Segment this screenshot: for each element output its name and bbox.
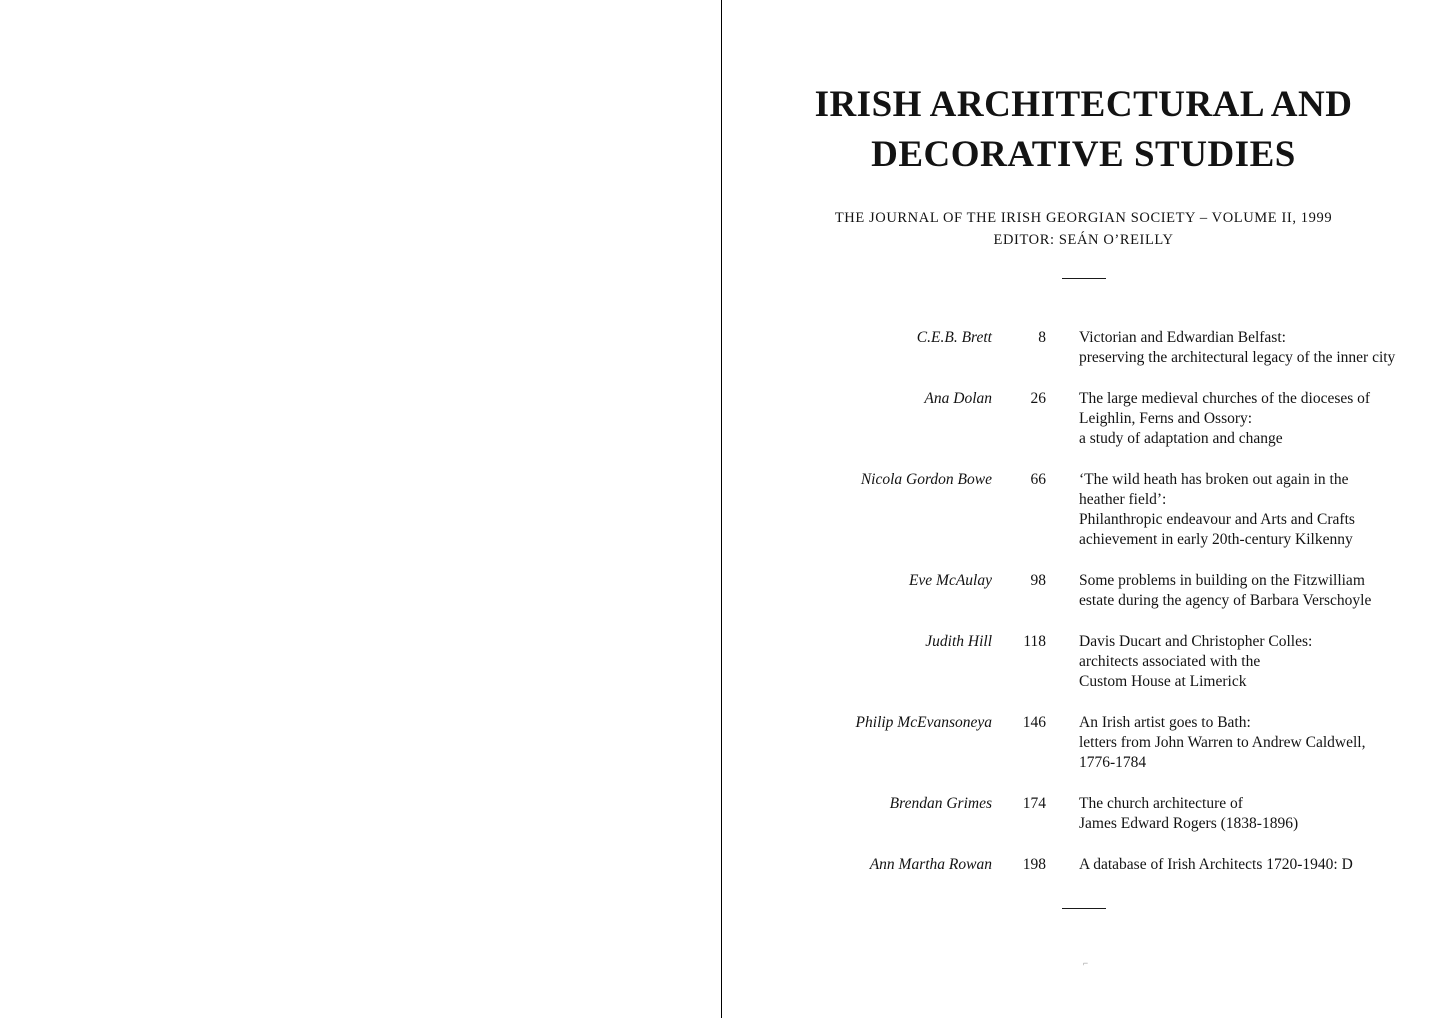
list-item [792,571,1442,611]
entry-title [1046,328,1442,368]
entry-title-line: Leighlin, Ferns and Ossory: [1079,410,1253,427]
entry-title [1046,632,1442,692]
contents-page [722,0,1445,1018]
entry-title-line: 1776-1784 [1079,754,1147,771]
entry-title-line: An Irish artist goes to Bath: [1079,714,1251,731]
list-item [792,328,1442,368]
entry-page-number: 198 [1022,856,1046,873]
entry-title-line: a study of adaptation and change [1079,430,1283,447]
entry-page-number: 174 [1022,795,1046,812]
entry-title-line: Victorian and Edwardian Belfast: [1079,329,1286,346]
list-item [792,389,1442,449]
title-line-1: IRISH ARCHITECTURAL AND [814,84,1353,125]
entry-title-line: Custom House at Limerick [1079,673,1247,690]
list-item [792,855,1442,875]
entry-author: Eve McAulay [908,572,992,589]
journal-title-block [722,80,1445,180]
entry-title-line: James Edward Rogers (1838-1896) [1079,815,1299,832]
journal-subtitle-block [722,208,1445,252]
entry-author: Brendan Grimes [889,795,992,812]
entry-author: Judith Hill [925,633,992,650]
entry-author: Nicola Gordon Bowe [860,471,992,488]
journal-editor: EDITOR: SEÁN O’REILLY [993,231,1174,248]
entry-page-number: 118 [1023,633,1046,650]
title-line-2: DECORATIVE STUDIES [871,133,1296,175]
entry-title [1046,389,1442,449]
left-blank-page [0,0,721,1018]
entry-author: Ann Martha Rowan [869,856,992,873]
ornament-rule-bottom [1062,908,1106,909]
page-mark: ⌐ [1083,958,1089,968]
entry-title-line: ‘The wild heath has broken out again in the [1079,471,1349,488]
entry-title-line: The large medieval churches of the dioceses of [1079,390,1371,407]
list-item [792,470,1442,550]
page-title [784,80,1384,180]
entry-title [1046,571,1442,611]
entry-title [1046,470,1442,550]
entry-title-line: heather field’: [1079,491,1167,508]
entry-title [1046,794,1442,834]
entry-title-line: Some problems in building on the Fitzwilliam [1079,572,1365,589]
entry-page-number: 98 [1030,572,1046,589]
entry-page-number: 8 [1038,329,1046,346]
entry-title-line: preserving the architectural legacy of the inner city [1079,349,1396,366]
entry-author: Philip McEvansoneya [855,714,992,731]
entry-title-line: A database of Irish Architects 1720-1940: D [1079,856,1353,873]
list-item [792,713,1442,773]
entry-author: C.E.B. Brett [916,329,992,346]
contents-list [792,328,1442,896]
list-item [792,632,1442,692]
entry-title-line: The church architecture of [1079,795,1243,812]
entry-title-line: letters from John Warren to Andrew Caldwell, [1079,734,1366,751]
entry-page-number: 26 [1030,390,1046,407]
list-item [792,794,1442,834]
ornament-rule-top [1062,278,1106,279]
entry-title [1046,713,1442,773]
entry-title-line: Philanthropic endeavour and Arts and Crafts [1079,511,1355,528]
entry-title-line: Davis Ducart and Christopher Colles: [1079,633,1313,650]
entry-page-number: 146 [1022,714,1046,731]
entry-title-line: achievement in early 20th-century Kilkenny [1079,531,1353,548]
entry-page-number: 66 [1030,471,1046,488]
entry-title-line: estate during the agency of Barbara Verschoyle [1079,592,1372,609]
entry-author: Ana Dolan [924,390,992,407]
entry-title [1046,855,1442,875]
journal-subtitle: THE JOURNAL OF THE IRISH GEORGIAN SOCIETY – VOLUME II, 1999 [834,210,1333,226]
entry-title-line: architects associated with the [1079,653,1261,670]
